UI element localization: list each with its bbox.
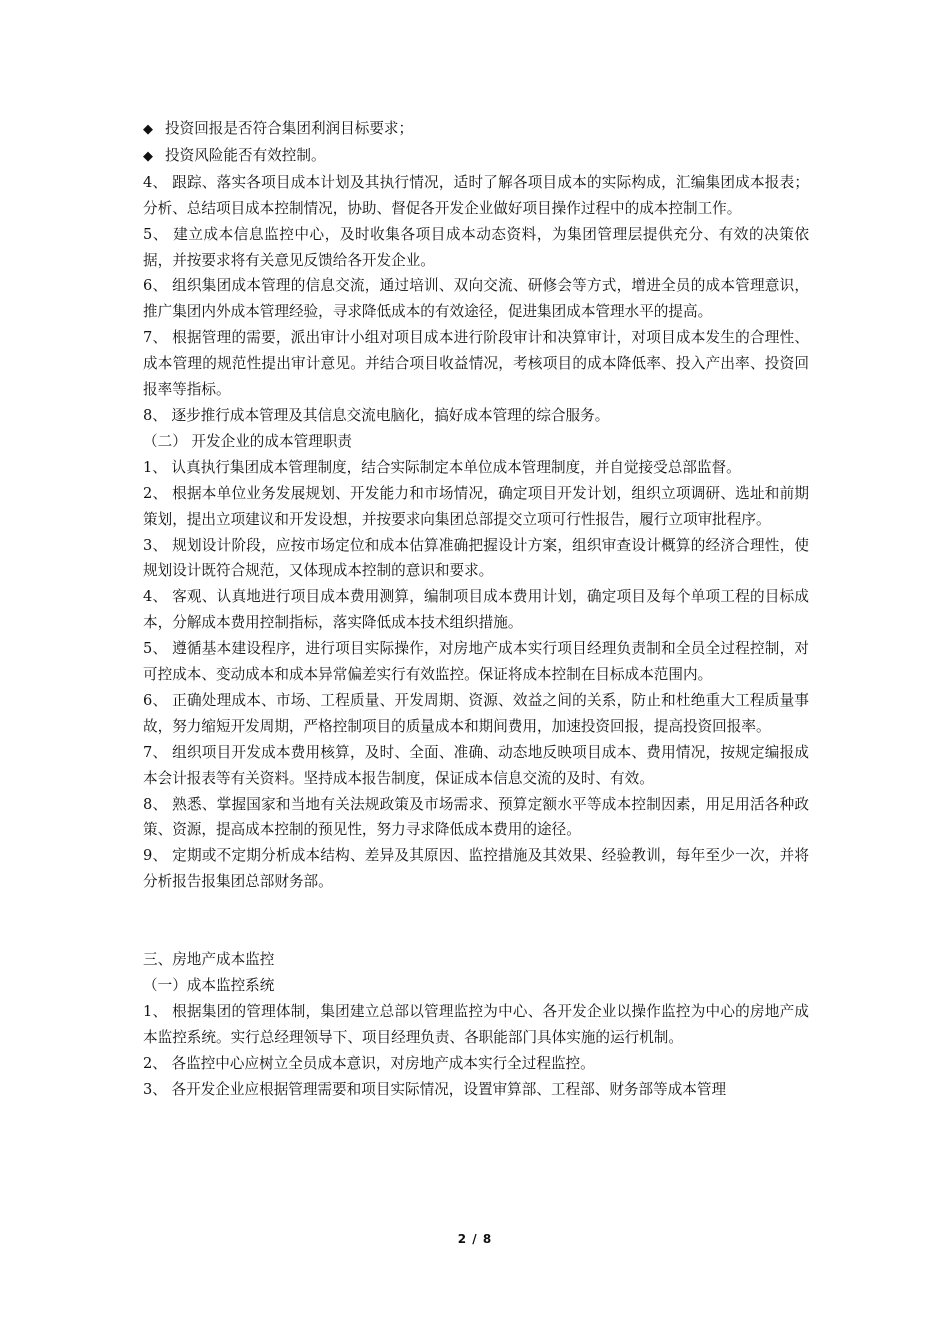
subsection-heading: （一）成本监控系统 (143, 977, 275, 995)
dev-duty-item-2: 2、 根据本单位业务发展规划、开发能力和市场情况，确定项目开发计划，组织立项调研、选址和前期策划，提出立项建议和开发设想，并按要求向集团总部提交立项可行性报告，履行立项审批程序。 (143, 484, 809, 528)
document-body (143, 116, 809, 1103)
bullet-text: 投资回报是否符合集团利润目标要求； (165, 120, 414, 137)
dev-duty-item-3: 3、 规划设计阶段，应按市场定位和成本估算准确把握设计方案，组织审查设计概算的经济合理性，使规划设计既符合规范，又体现成本控制的意识和要求。 (143, 536, 809, 580)
monitor-item-1: 1、 根据集团的管理体制，集团建立总部以管理监控为中心、各开发企业以操作监控为中心的房地产成本监控系统。实行总经理领导下、项目经理负责、各职能部门具体实施的运行机制。 (143, 1003, 809, 1046)
group-duty-item-4: 4、 跟踪、落实各项目成本计划及其执行情况，适时了解各项目成本的实际构成，汇编集团成本报表；分析、总结项目成本控制情况，协助、督促各开发企业做好项目操作过程中的成本控制工作。 (143, 173, 809, 217)
group-duty-item-6: 6、 组织集团成本管理的信息交流，通过培训、双向交流、研修会等方式，增进全员的成本管理意识，推广集团内外成本管理经验，寻求降低成本的有效途径，促进集团成本管理水平的提高。 (143, 277, 809, 321)
dev-duty-item-9: 9、 定期或不定期分析成本结构、差异及其原因、监控措施及其效果、经验教训，每年至少一次，并将分析报告报集团总部财务部。 (143, 847, 809, 891)
dev-duty-item-8: 8、 熟悉、掌握国家和当地有关法规政策及市场需求、预算定额水平等成本控制因素，用足用活各种政策、资源，提高成本控制的预见性，努力寻求降低成本费用的途径。 (143, 795, 809, 839)
bullet-text: 投资风险能否有效控制。 (165, 146, 326, 164)
diamond-bullet-icon: ◆ (143, 148, 153, 164)
subsection-heading: （二） 开发企业的成本管理职责 (143, 432, 352, 450)
dev-duty-item-7: 7、 组织项目开发成本费用核算，及时、全面、准确、动态地反映项目成本、费用情况，按规定编报成本会计报表等有关资料。坚持成本报告制度，保证成本信息交流的及时、有效。 (143, 743, 809, 787)
group-duty-item-7: 7、 根据管理的需要，派出审计小组对项目成本进行阶段审计和决算审计，对项目成本发生的合理性、成本管理的规范性提出审计意见。并结合项目收益情况，考核项目的成本降低率、投入产出率、投资回报率等指标。 (143, 329, 809, 399)
monitor-item-3: 3、 各开发企业应根据管理需要和项目实际情况，设置审算部、工程部、财务部等成本管理 (143, 1080, 727, 1098)
dev-duty-item-5: 5、 遵循基本建设程序，进行项目实际操作，对房地产成本实行项目经理负责制和全员全过程控制，对可控成本、变动成本和成本异常偏差实行有效监控。保证将成本控制在目标成本范围内。 (143, 640, 809, 684)
diamond-bullet-icon: ◆ (143, 122, 153, 137)
dev-duty-item-6: 6、 正确处理成本、市场、工程质量、开发周期、资源、效益之间的关系，防止和杜绝重大工程质量事故，努力缩短开发周期，严格控制项目的质量成本和期间费用，加速投资回报，提高投资回报率。 (143, 691, 809, 735)
group-duty-item-8: 8、 逐步推行成本管理及其信息交流电脑化，搞好成本管理的综合服务。 (143, 406, 610, 424)
section-spacer (143, 895, 809, 947)
bullet-item (143, 116, 809, 143)
monitor-item-2: 2、 各监控中心应树立全员成本意识，对房地产成本实行全过程监控。 (143, 1054, 595, 1072)
dev-duty-item-1: 1、 认真执行集团成本管理制度，结合实际制定本单位成本管理制度，并自觉接受总部监督。 (143, 458, 741, 476)
group-duty-item-5: 5、 建立成本信息监控中心，及时收集各项目成本动态资料，为集团管理层提供充分、有效的决策依据，并按要求将有关意见反馈给各开发企业。 (143, 225, 809, 269)
page-number: 2 / 8 (457, 1232, 493, 1246)
dev-duty-item-4: 4、 客观、认真地进行项目成本费用测算，编制项目成本费用计划，确定项目及每个单项工程的目标成本，分解成本费用控制指标，落实降低成本技术组织措施。 (143, 588, 809, 632)
bullet-item (143, 143, 809, 170)
section-heading: 三、房地产成本监控 (143, 951, 275, 969)
